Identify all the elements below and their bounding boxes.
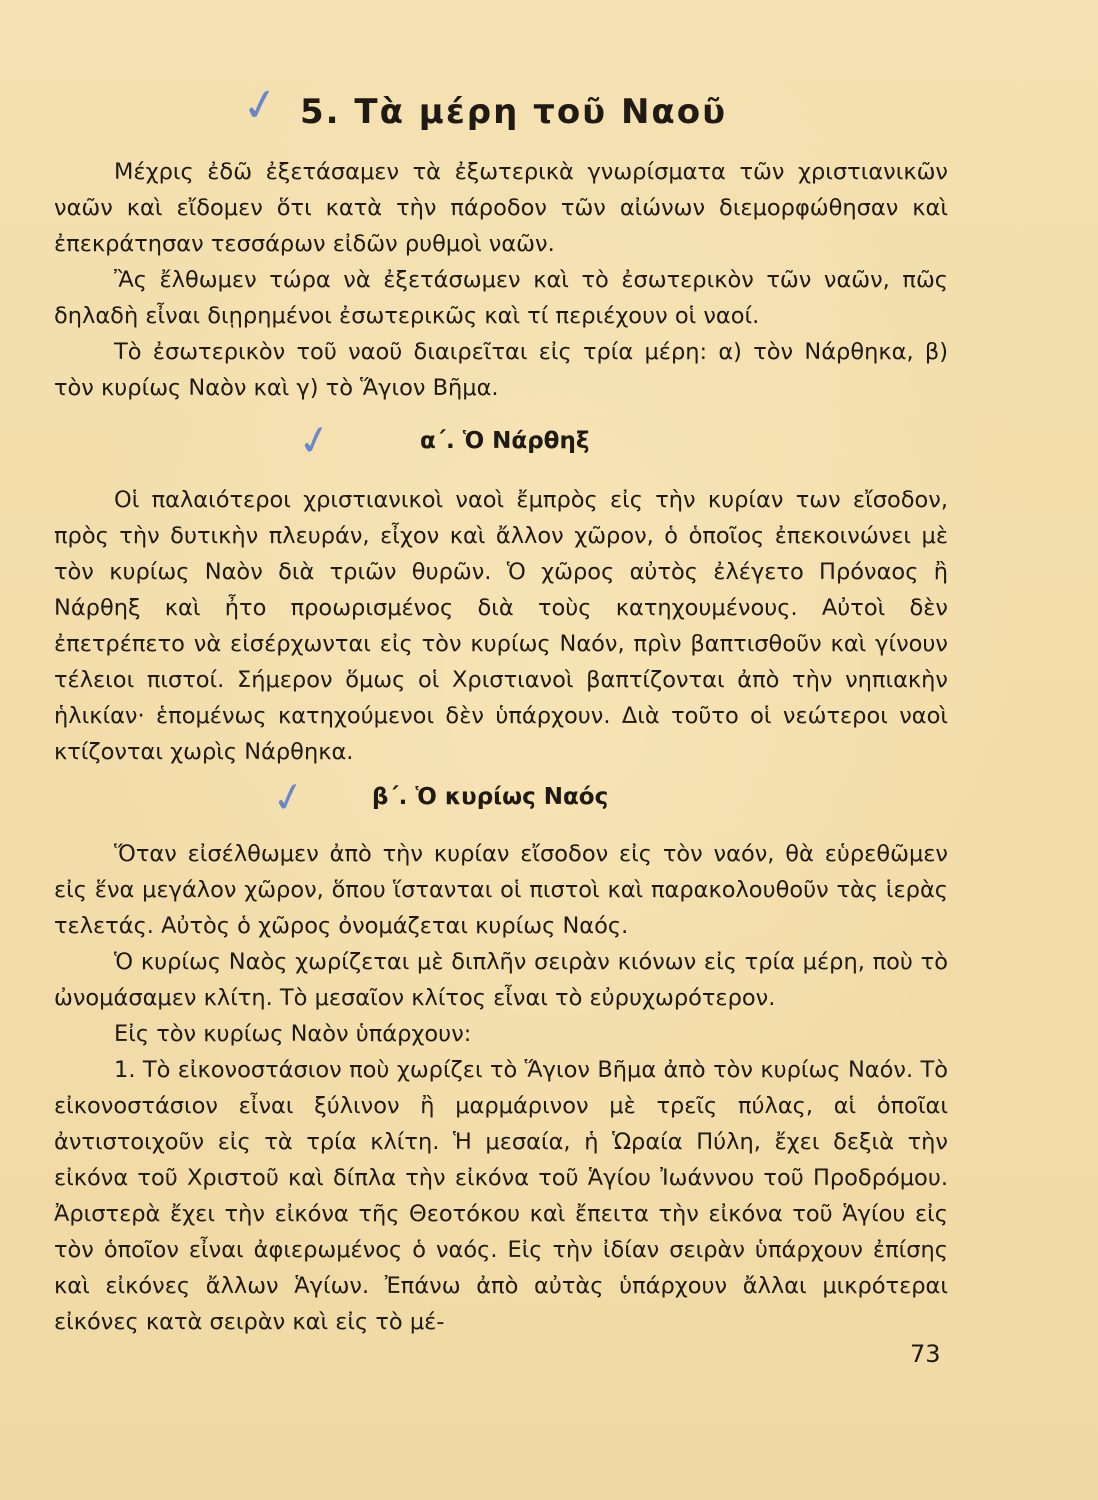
page-title: 5. Τὰ μέρη τοῦ Ναοῦ — [300, 92, 728, 132]
section-b-paragraph-2: Ὁ κυρίως Ναὸς χωρίζεται μὲ διπλῆν σειρὰν κιόνων εἰς τρία μέρη, ποὺ τὸ ὠνομάσαμεν κλίτη. Τὸ μεσαῖον κλίτος εἶναι τὸ εὐρυχωρότερον. — [54, 949, 948, 1011]
intro-paragraph-2: Ἂς ἔλθωμεν τώρα νὰ ἐξετάσωμεν καὶ τὸ ἐσωτερικὸν τῶν ναῶν, πῶς δηλαδὴ εἶναι διῃρημένοι ἐσωτερικῶς καὶ τί περιέχουν οἱ ναοί. — [54, 267, 948, 329]
section-a-heading: α΄. Ὁ Νάρθηξ — [420, 428, 590, 454]
section-b-paragraph-1: Ὅταν εἰσέλθωμεν ἀπὸ τὴν κυρίαν εἴσοδον εἰς τὸν ναόν, θὰ εὑρεθῶμεν εἰς ἕνα μεγάλον χῶρον, ὅπου ἵστανται οἱ πιστοὶ καὶ παρακολουθοῦν τὰς ἱερὰς τελετάς. Αὐτὸς ὁ χῶρος ὀνομάζεται κυρίως Ναός. — [54, 841, 948, 939]
section-a-text: Οἱ παλαιότεροι χριστιανικοὶ ναοὶ ἔμπρὸς εἰς τὴν κυρίαν των εἴσοδον, πρὸς τὴν δυτικὴν πλευράν, εἶχον καὶ ἄλλον χῶρον, ὁ ὁποῖος ἐπεκοινώνει μὲ τὸν κυρίως Ναὸν διὰ τριῶν θυρῶν. Ὁ χῶρος αὐτὸς ἐλέγετο Πρόναος ἢ Νάρθηξ καὶ ἦτο προωρισμένος διὰ τοὺς κατηχουμένους. Αὐτοὶ δὲν ἐπετρέπετο νὰ εἰσέρχωνται εἰς τὸν κυρίως Ναόν, πρὶν βαπτισθοῦν καὶ γίνουν τέλειοι πιστοί. Σήμερον ὅμως οἱ Χριστιανοὶ βαπτίζονται ἀπὸ τὴν νηπιακὴν ἡλικίαν· ἑπομένως κατηχούμενοι δὲν ὑπάρχουν. Διὰ τοῦτο οἱ νεώτεροι ναοὶ κτίζονται χωρὶς Νάρθηκα. — [54, 487, 948, 765]
section-b-heading: β΄. Ὁ κυρίως Ναός — [372, 784, 609, 810]
pencil-check-mark: ✓ — [293, 415, 336, 467]
section-b-paragraph-3: Εἰς τὸν κυρίως Ναὸν ὑπάρχουν: — [114, 1021, 472, 1047]
page-number: 73 — [910, 1340, 941, 1368]
intro-paragraph-3: Τὸ ἐσωτερικὸν τοῦ ναοῦ διαιρεῖται εἰς τρία μέρη: α) τὸν Νάρθηκα, β) τὸν κυρίως Ναὸν καὶ γ) τὸ Ἅγιον Βῆμα. — [54, 339, 948, 401]
section-b-paragraph-4: 1. Τὸ εἰκονοστάσιον ποὺ χωρίζει τὸ Ἅγιον Βῆμα ἀπὸ τὸν κυρίως Ναόν. Τὸ εἰκονοστάσιον εἶναι ξύλινον ἢ μαρμάρινον μὲ τρεῖς πύλας, αἱ ὁποῖαι ἀντιστοιχοῦν εἰς τὰ τρία κλίτη. Ἡ μεσαία, ἡ Ὡραία Πύλη, ἔχει δεξιὰ τὴν εἰκόνα τοῦ Χριστοῦ καὶ δίπλα τὴν εἰκόνα τοῦ Ἁγίου Ἰωάννου τοῦ Προδρόμου. Ἀριστερὰ ἔχει τὴν εἰκόνα τῆς Θεοτόκου καὶ ἔπειτα τὴν εἰκόνα τοῦ Ἁγίου εἰς τὸν ὁποῖον εἶναι ἀφιερωμένος ὁ ναός. Εἰς τὴν ἰδίαν σειρὰν ὑπάρχουν ἐπίσης καὶ εἰκόνες ἄλλων Ἁγίων. Ἐπάνω ἀπὸ αὐτὰς ὑπάρχουν ἄλλαι μικρότεραι εἰκόνες κατὰ σειρὰν καὶ εἰς τὸ μέ- — [54, 1057, 948, 1335]
pencil-check-mark: ✓ — [267, 772, 310, 824]
pencil-check-mark: ✓ — [237, 77, 284, 134]
intro-paragraph-1: Μέχρις ἐδῶ ἐξετάσαμεν τὰ ἐξωτερικὰ γνωρίσματα τῶν χριστιανικῶν ναῶν καὶ εἴδομεν ὅτι κατὰ τὴν πάροδον τῶν αἰώνων διεμορφώθησαν καὶ ἐπεκράτησαν τεσσάρων εἰδῶν ρυθμοὶ ναῶν. — [54, 159, 948, 257]
